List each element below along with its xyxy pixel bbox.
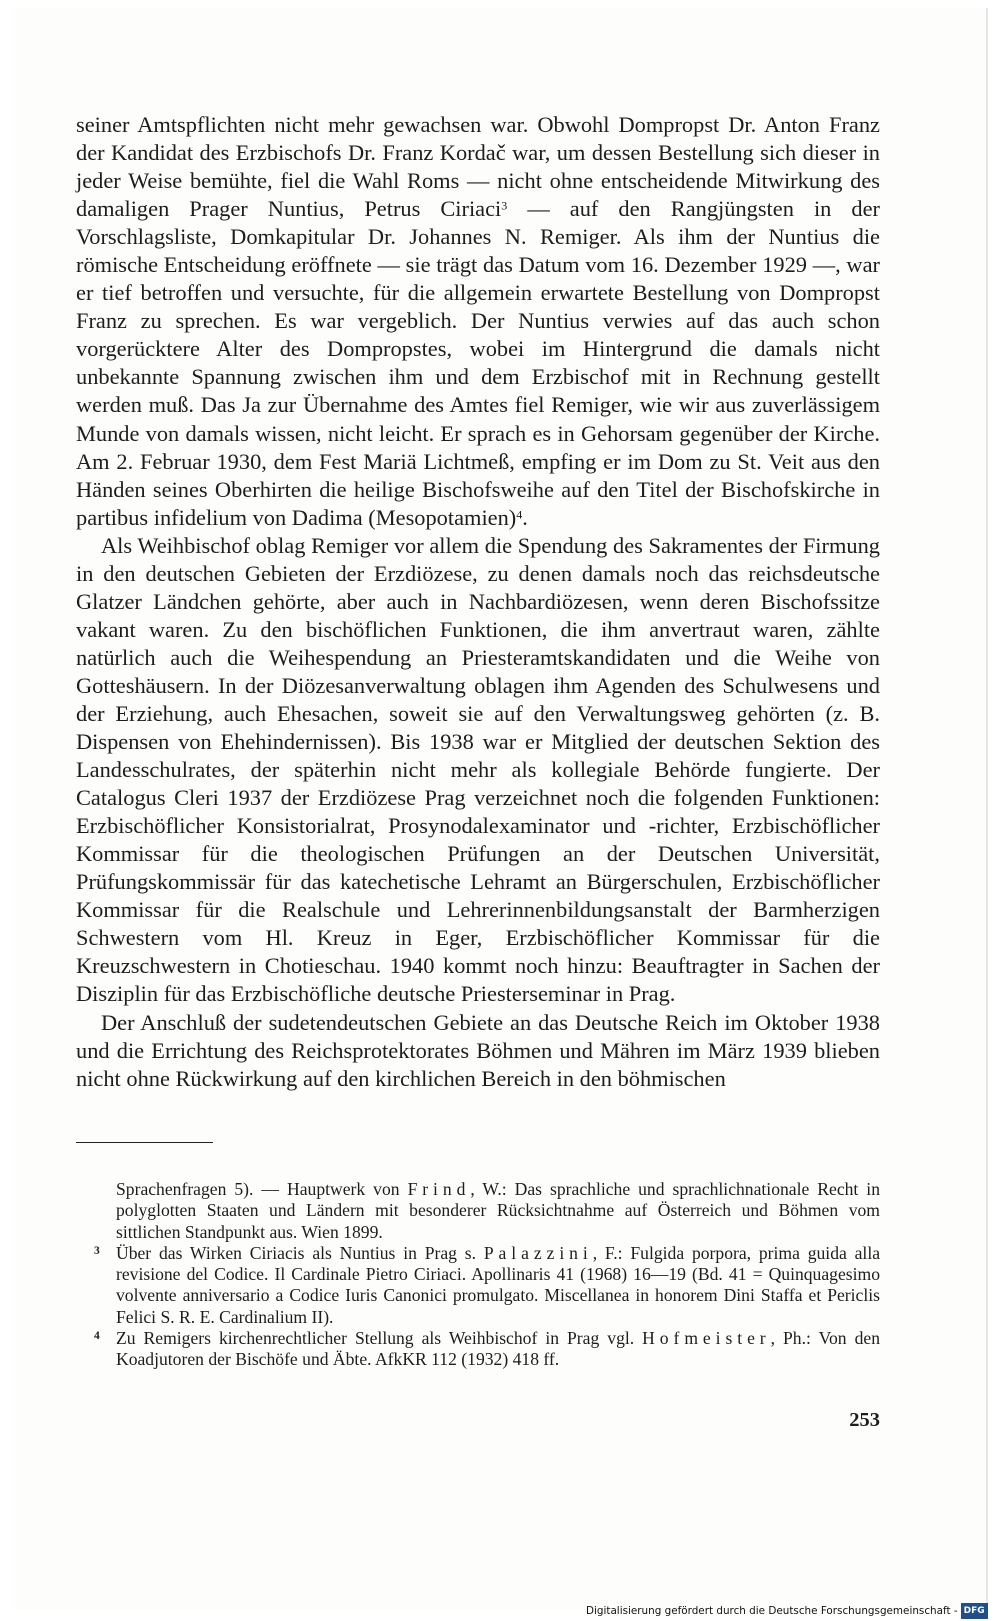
paragraph-2: Als Weihbischof oblag Remiger vor allem die Spendung des Sakramentes der Firmung in den deutschen Gebieten der Erzdiözese, zu denen damals noch das reichsdeutsche Glatzer Ländchen gehörte, aber auch in Nachbardiözesen, wenn deren Bischofssitze vakant waren. Zu den bischöflichen Funktionen, die ihm anvertraut waren, zählte natürlich auch die Weihespendung an Priesteramtskandidaten und die Weihe von Gotteshäusern. In der Diözesanverwaltung oblagen ihm Agenden des Schulwesens und der Erziehung, auch Ehesachen, soweit sie auf den Verwaltungsweg gehörten (z. B. Dispensen von Ehehindernissen). Bis 1938 war er Mitglied der deutschen Sektion des Landesschulrates, der späterhin nicht mehr als kollegiale Behörde fungierte. Der Catalogus Cleri 1937 der Erzdiözese Prag verzeichnet noch die folgenden Funktionen: Erzbischöflicher Konsistorialrat, Prosynodalexaminator und -richter, Erzbischöflicher Kommissar für die theologischen Prüfungen an der Deutschen Universität, Prüfungskommissär für das katechetische Lehramt an Bürgerschulen, Erzbischöflicher Kommissar für die Realschule und Lehrerinnenbildungsanstalt der Barmherzigen Schwestern vom Hl. Kreuz in Eger, Erzbischöflicher Kommissar für die Kreuzschwestern in Chotieschau. 1940 kommt noch hinzu: Beauftragter in Sachen der Disziplin für das Erzbischöfliche deutsche Priesterseminar in Prag. — [76, 532, 880, 1007]
scanned-page — [12, 8, 988, 1610]
footnote-4: 4 Zu Remigers kirchenrechtlicher Stellung als Weihbischof in Prag vgl. Hofmeister, Ph.: Von den Koadjutoren der Bischöfe und Äbte. AfkKR 112 (1932) 418 ff. — [94, 1328, 881, 1370]
footnote-3: 3 Über das Wirken Ciriacis als Nuntius in Prag s. Palazzini, F.: Fulgida porpora, prima guida alla revisione del Codice. Il Cardinale Pietro Ciriaci. Apollinaris 41 (1968) 16—19 (Bd. 41 = Quinquagesimo volvente anniversario a Codice Iuris Canonici promulgato. Miscellanea in honorem Dini Staffa et Periclis Felici S. R. E. Cardinalium II). — [94, 1242, 881, 1327]
footnote-ref-4: 4 — [516, 507, 523, 522]
footnote-ref-3: 3 — [501, 198, 508, 213]
dfg-logo: DFG — [961, 1603, 988, 1619]
footnotes — [76, 1179, 880, 1371]
paragraph-1: seiner Amtspflichten nicht mehr gewachsen war. Obwohl Dompropst Dr. Anton Franz der Kandidat des Erzbischofs Dr. Franz Kordač war, um dessen Bestellung sich dieser in jeder Weise bemühte, fiel die Wahl Roms — nicht ohne entscheidende Mitwirkung des damaligen Prager Nuntius, Petrus Ciriaci$^3$ — auf den Rangjüngsten in der Vorschlagsliste, Domkapitular Dr. Johannes N. Remiger. Als ihm der Nuntius die römische Entscheidung eröffnete — sie trägt das Datum vom 16. Dezember 1929 —, war er tief betroffen und versuchte, für die allgemein erwartete Bestellung von Dompropst Franz zu sprechen. Es war vergeblich. Der Nuntius verwies auf das auch schon vorgerücktere Alter des Dompropstes, wobei im Hintergrund die damals nicht unbekannte Spannung zwischen ihm und dem Erzbischof mit in Rechnung gestellt werden muß. Das Ja zur Übernahme des Amtes fiel Remiger, wie wir aus zuverlässigem Munde von damals wissen, nicht leicht. Er sprach es in Gehorsam gegenüber der Kirche. Am 2. Februar 1930, dem Fest Mariä Lichtmeß, empfing er im Dom zu St. Veit aus den Händen seines Oberhirten die heilige Bischofsweihe auf den Titel der Bischofskirche in partibus infidelium von Dadima (Mesopotamien)$^4$. — [76, 112, 880, 530]
page-number: 253 — [849, 1409, 880, 1431]
footnote-number: 3 — [94, 1244, 100, 1257]
footnote-continued: Sprachenfragen 5). — Hauptwerk von Frind, W.: Das sprachliche und sprachlichnationale Recht in polyglotten Staaten und Ländern mit besonderer Rücksichtnahme auf Österreich und Böhmen vom sittlichen Standpunkt aus. Wien 1899. — [116, 1179, 880, 1242]
footnote-separator — [76, 1142, 213, 1143]
paragraph-3: Der Anschluß der sudetendeutschen Gebiete an das Deutsche Reich im Oktober 1938 und die Errichtung des Reichsprotektorates Böhmen und Mähren im März 1939 blieben nicht ohne Rückwirkung auf den kirchlichen Bereich in den böhmischen — [76, 1009, 880, 1091]
body-text — [76, 111, 880, 1093]
digitization-credit — [586, 1603, 988, 1619]
credit-text: Digitalisierung gefördert durch die Deutsche Forschungsgemeinschaft - — [586, 1605, 958, 1617]
footnote-number: 4 — [94, 1330, 100, 1343]
